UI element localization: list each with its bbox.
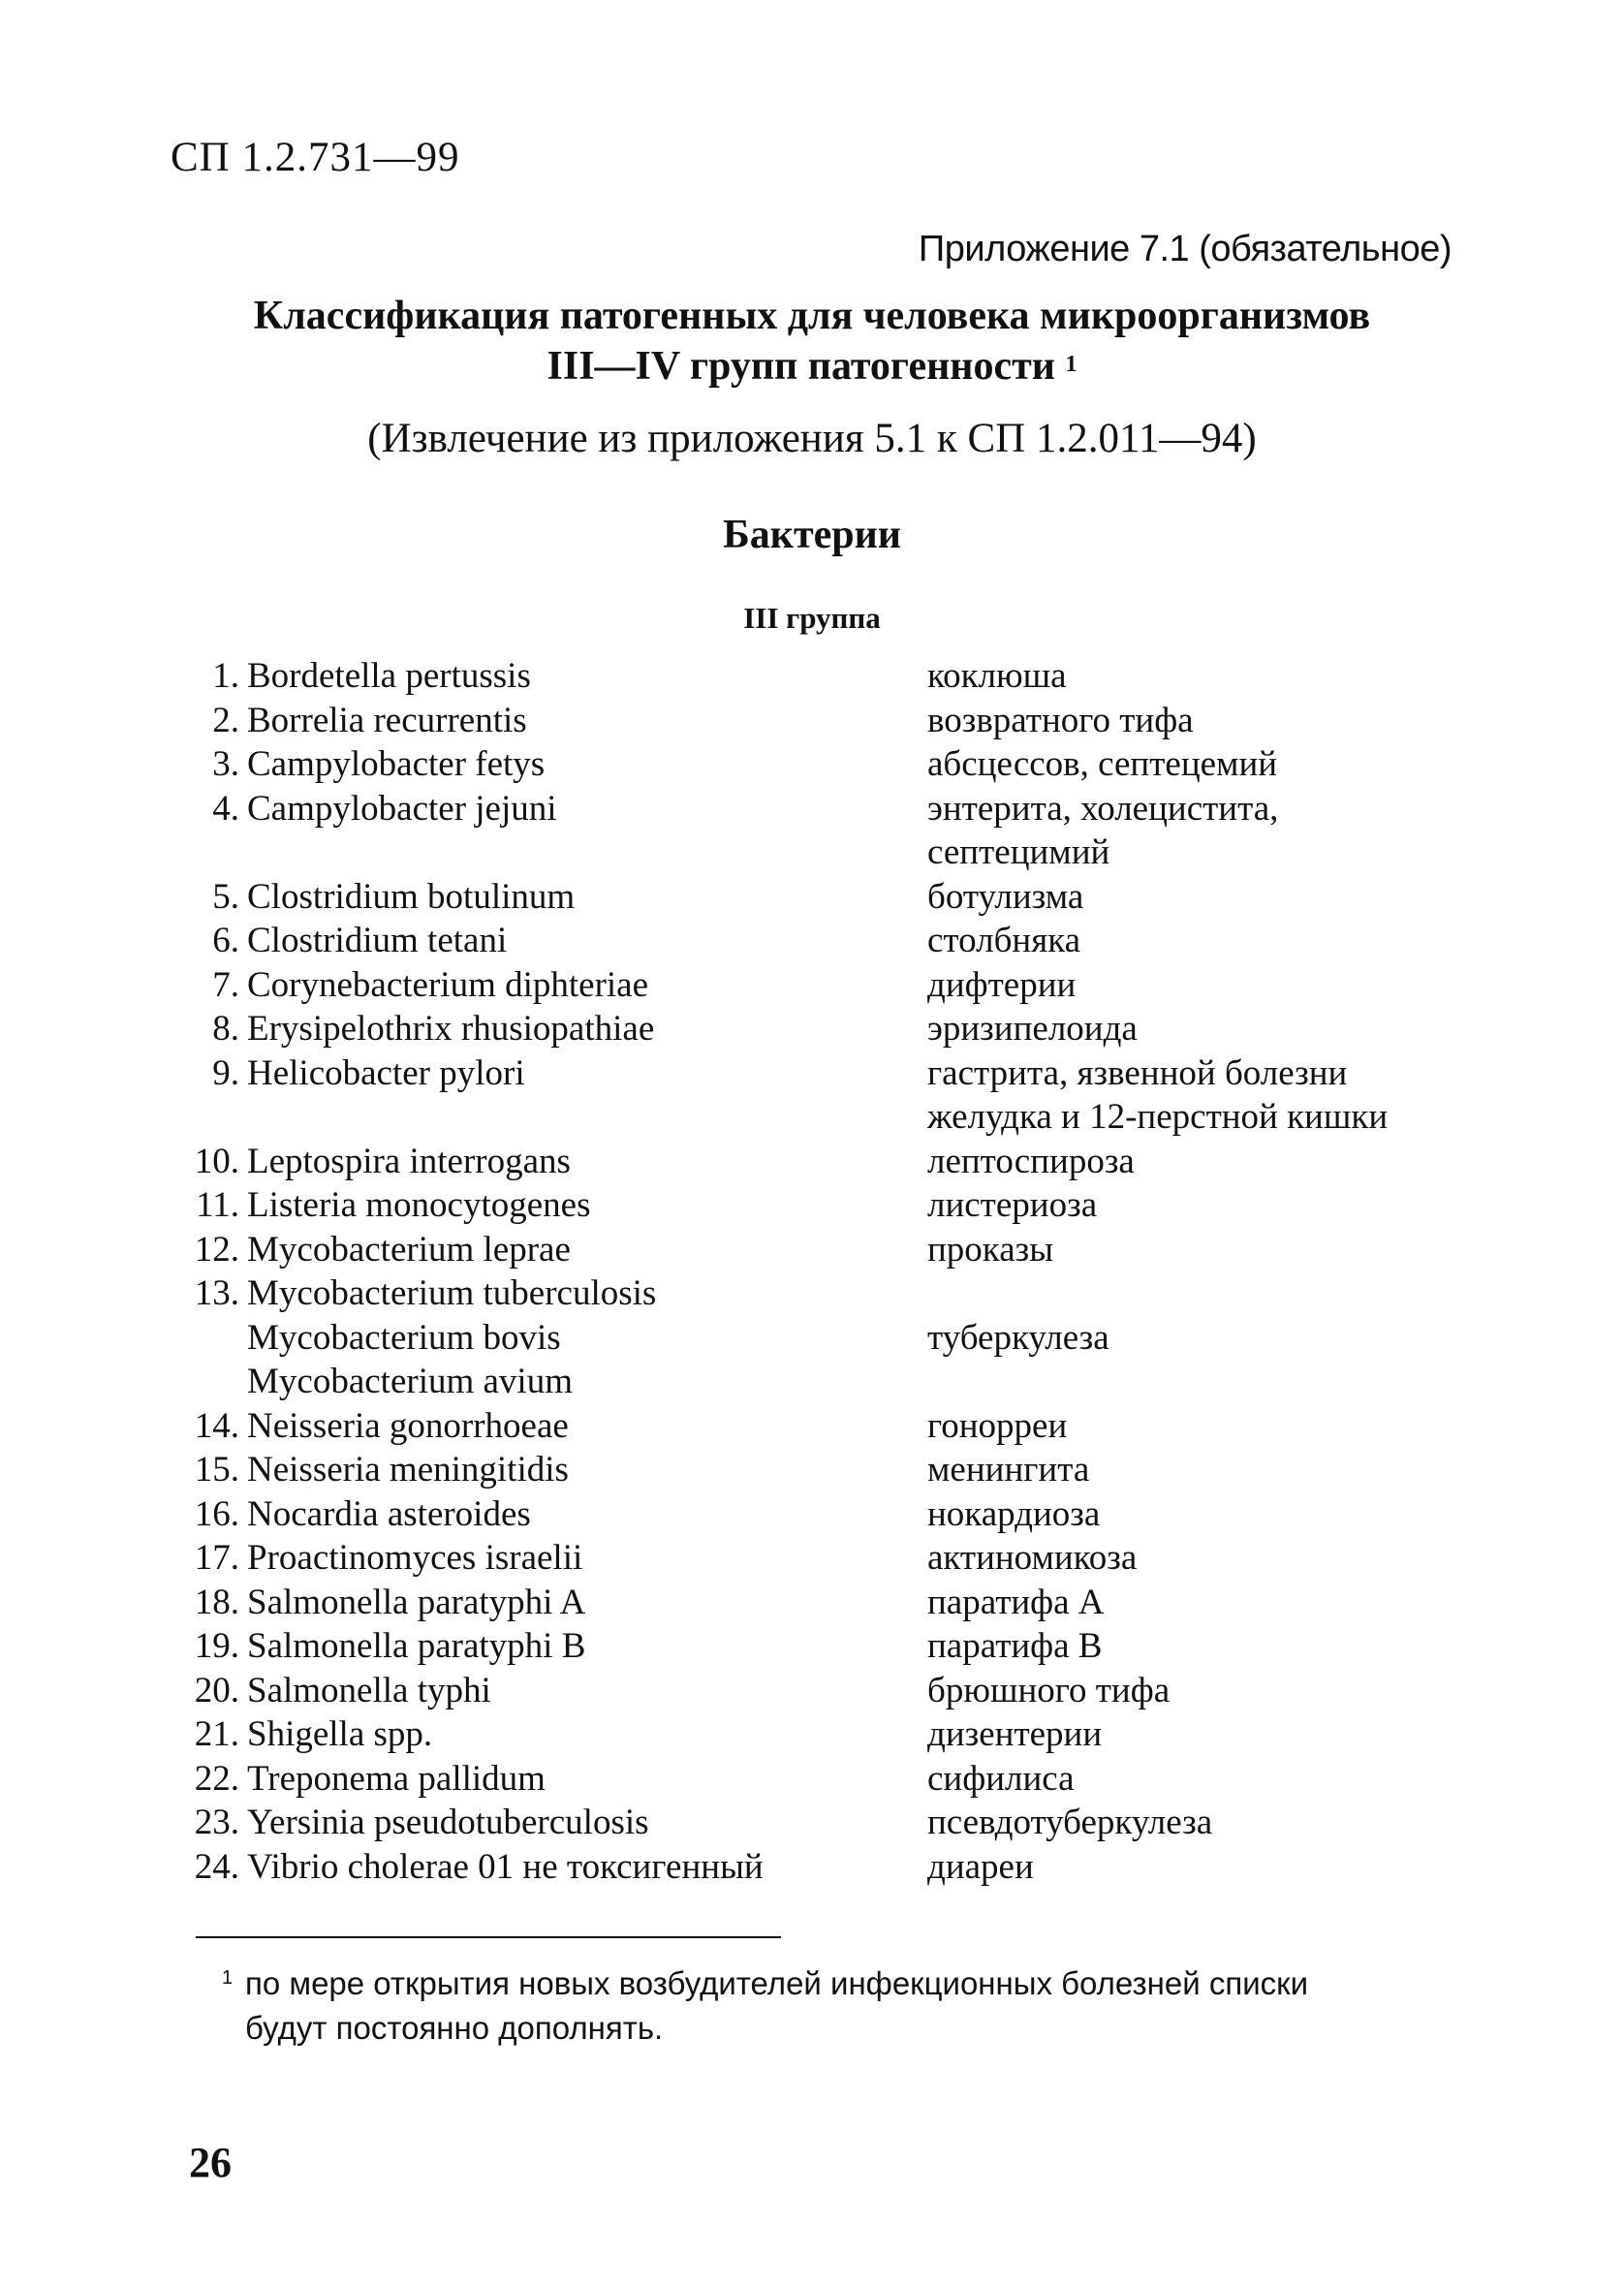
row-number: 6. xyxy=(212,921,239,960)
organism-name: Erysipelothrix rhusiopathiae xyxy=(247,1009,655,1049)
table-row xyxy=(186,963,1465,1008)
row-number: 5. xyxy=(212,876,239,917)
organism-name: Bordetella pertussis xyxy=(247,656,531,696)
disease-name: проказы xyxy=(927,1229,1054,1270)
title-line-2 xyxy=(0,341,1624,392)
disease-name: дифтерии xyxy=(927,964,1077,1005)
organism-name: Vibrio cholerae 01 не токсигенный xyxy=(247,1846,764,1887)
row-number: 7. xyxy=(212,964,239,1005)
row-number: 1. xyxy=(212,656,239,696)
table-row xyxy=(186,1448,1465,1492)
title-line-2-text: III—IV групп патогенности xyxy=(547,344,1055,389)
disease-name: абсцессов, септецемий xyxy=(927,744,1278,784)
organism-name: Mycobacterium bovis xyxy=(247,1317,561,1358)
organism-name xyxy=(239,1095,927,1140)
table-row xyxy=(186,1624,1465,1669)
table-row xyxy=(186,1360,1465,1404)
organism-name: Salmonella paratyphi B xyxy=(247,1626,586,1666)
row-number: 11. xyxy=(196,1185,239,1225)
disease-name: паратифа B xyxy=(927,1626,1103,1666)
table-row xyxy=(186,1228,1465,1272)
organism-name: Borrelia recurrentis xyxy=(247,700,527,740)
row-number: 17. xyxy=(194,1538,239,1578)
organism-name: Helicobacter pylori xyxy=(247,1052,525,1093)
disease-name: сифилиса xyxy=(927,1758,1075,1799)
table-row xyxy=(186,1801,1465,1845)
organism-name: Yersinia pseudotuberculosis xyxy=(247,1803,649,1842)
row-number xyxy=(186,831,239,875)
appendix-label: Приложение 7.1 (обязательное) xyxy=(918,229,1452,269)
footnote-mark: 1 xyxy=(222,1967,234,1989)
organism-name: Clostridium botulinum xyxy=(247,876,576,917)
disease-name: паратифа A xyxy=(927,1582,1105,1622)
table-row xyxy=(186,699,1465,743)
document-code: СП 1.2.731—99 xyxy=(171,135,460,180)
section-heading: Бактерии xyxy=(723,513,901,557)
table-row xyxy=(186,1316,1465,1361)
table-row xyxy=(186,1669,1465,1713)
row-number: 19. xyxy=(194,1626,239,1666)
organism-name: Mycobacterium tuberculosis xyxy=(247,1273,657,1313)
title-line-1: Классификация патогенных для человека микроорганизмов xyxy=(253,294,1371,338)
organism-name: Proactinomyces israelii xyxy=(247,1538,583,1578)
row-number: 4. xyxy=(212,788,239,829)
disease-name: энтерита, холецистита, xyxy=(927,788,1279,829)
table-row xyxy=(186,1404,1465,1449)
footnote-divider xyxy=(196,1936,781,1938)
table-row xyxy=(186,742,1465,787)
table-row xyxy=(186,1140,1465,1184)
table-row xyxy=(186,1271,1465,1316)
disease-name: нокардиоза xyxy=(927,1493,1101,1534)
row-number: 21. xyxy=(194,1714,239,1754)
row-number xyxy=(186,1095,239,1140)
table-row xyxy=(186,1183,1465,1228)
row-number: 18. xyxy=(194,1582,239,1622)
table-row xyxy=(186,787,1465,831)
table-row xyxy=(186,919,1465,963)
disease-name: ботулизма xyxy=(927,876,1084,917)
footnote-line-1: по мере открытия новых возбудителей инфекционных болезней списки xyxy=(245,1965,1309,2001)
group-heading: III группа xyxy=(743,601,881,635)
row-number: 3. xyxy=(212,744,239,784)
organism-name: Mycobacterium leprae xyxy=(247,1229,571,1270)
table-row xyxy=(186,831,1465,875)
disease-name: туберкулеза xyxy=(927,1317,1109,1358)
table-row xyxy=(186,1492,1465,1537)
row-number: 15. xyxy=(194,1450,239,1490)
table-row xyxy=(186,1095,1465,1140)
row-number: 22. xyxy=(194,1758,239,1799)
table-row xyxy=(186,1007,1465,1051)
row-number: 10. xyxy=(194,1141,239,1181)
disease-name: гастрита, язвенной болезни xyxy=(927,1052,1348,1093)
organism-name: Neisseria gonorrhoeae xyxy=(247,1405,569,1446)
disease-name: псевдотуберкулеза xyxy=(927,1803,1213,1842)
organism-name: Listeria monocytogenes xyxy=(247,1185,591,1225)
disease-name: столбняка xyxy=(927,921,1081,960)
table-row xyxy=(186,1845,1465,1890)
title-footnote-mark: 1 xyxy=(1065,352,1077,377)
disease-name: желудка и 12-перстной кишки xyxy=(927,1097,1389,1137)
disease-name: гонорреи xyxy=(927,1405,1068,1446)
organism-name: Mycobacterium avium xyxy=(247,1362,573,1401)
disease-name: диареи xyxy=(927,1846,1034,1887)
row-number: 24. xyxy=(194,1846,239,1887)
disease-name: септецимий xyxy=(927,832,1110,872)
row-number: 8. xyxy=(212,1009,239,1049)
table-row xyxy=(186,1051,1465,1096)
organism-name: Shigella spp. xyxy=(247,1714,433,1754)
row-number: 2. xyxy=(212,700,239,740)
disease-name xyxy=(927,1360,1465,1404)
row-number: 16. xyxy=(194,1493,239,1534)
table-row xyxy=(186,875,1465,920)
organism-name: Neisseria meningitidis xyxy=(247,1450,569,1490)
disease-name: эризипелоида xyxy=(927,1009,1138,1049)
row-number xyxy=(186,1360,239,1404)
disease-name: лептоспироза xyxy=(927,1141,1135,1181)
disease-name: актиномикоза xyxy=(927,1538,1138,1578)
disease-name: брюшного тифа xyxy=(927,1670,1171,1710)
disease-name: листериоза xyxy=(927,1185,1098,1225)
organism-name: Campylobacter jejuni xyxy=(247,788,557,829)
disease-name: менингита xyxy=(927,1450,1090,1490)
row-number xyxy=(186,1316,239,1361)
table-row xyxy=(186,1757,1465,1802)
row-number: 23. xyxy=(194,1803,239,1842)
row-number: 13. xyxy=(194,1273,239,1313)
row-number: 20. xyxy=(194,1670,239,1710)
organism-table xyxy=(186,654,1465,1889)
page-number: 26 xyxy=(189,2139,232,2186)
organism-name: Leptospira interrogans xyxy=(247,1141,571,1181)
footnote xyxy=(222,1961,1466,2051)
organism-name xyxy=(239,831,927,875)
disease-name: возвратного тифа xyxy=(927,700,1194,740)
table-row xyxy=(186,654,1465,699)
organism-name: Salmonella paratyphi A xyxy=(247,1582,586,1622)
organism-name: Salmonella typhi xyxy=(247,1670,491,1710)
disease-name: коклюша xyxy=(927,656,1067,696)
organism-name: Campylobacter fetys xyxy=(247,744,546,784)
organism-name: Treponema pallidum xyxy=(247,1758,546,1799)
table-row xyxy=(186,1712,1465,1757)
disease-name xyxy=(927,1271,1465,1316)
row-number: 14. xyxy=(194,1405,239,1446)
footnote-line-2: будут постоянно дополнять. xyxy=(245,2010,664,2046)
document-title xyxy=(0,291,1624,392)
row-number: 12. xyxy=(194,1229,239,1270)
organism-name: Corynebacterium diphteriae xyxy=(247,964,649,1005)
document-subtitle: (Извлечение из приложения 5.1 к СП 1.2.011—94) xyxy=(367,416,1257,461)
organism-name: Clostridium tetani xyxy=(247,921,508,960)
table-row xyxy=(186,1536,1465,1581)
table-row xyxy=(186,1581,1465,1625)
disease-name: дизентерии xyxy=(927,1714,1103,1754)
row-number: 9. xyxy=(212,1052,239,1093)
organism-name: Nocardia asteroides xyxy=(247,1493,531,1534)
